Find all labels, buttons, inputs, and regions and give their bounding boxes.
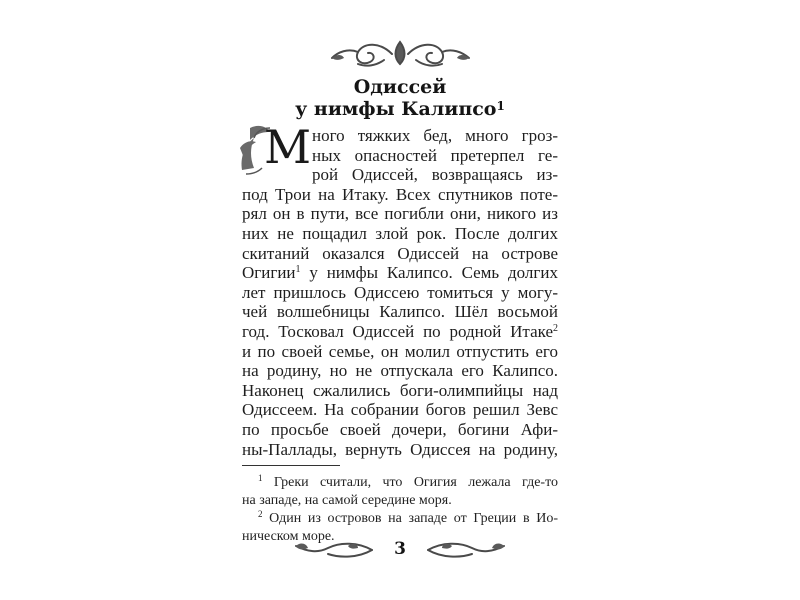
footnote-ref: 2 <box>553 323 558 334</box>
footnote-1-line-2: на западе, на самой середине моря. <box>242 493 452 508</box>
body-line: и по своей семье, он молил отпустить его <box>242 341 558 361</box>
footnote-1-line-1 <box>258 474 558 492</box>
body-line: Наконец сжалились боги-олимпийцы над <box>242 380 558 400</box>
chapter-title-line-1: Одиссей <box>353 76 447 98</box>
body-line: на родину, но не отпускала его Калипсо. <box>242 361 558 381</box>
body-text: год. Тосковал Одиссей по родной Итаке <box>242 322 553 341</box>
body-line: под Трои на Итаку. Всех спутников поте- <box>242 184 558 204</box>
body-line: них не пощадил злой рок. После долгих <box>242 224 558 243</box>
drop-cap-letter: М <box>264 120 312 174</box>
chapter-title-text: у нимфы Калипсо <box>295 98 497 120</box>
body-line: скитаний оказался Одиссей на острове <box>242 243 558 263</box>
chapter-title-line-2 <box>0 98 800 120</box>
top-ornament-icon <box>328 36 473 70</box>
body-line <box>242 322 558 342</box>
footnote-2-mark: 2 <box>258 509 263 519</box>
body-line: рой Одиссей, возвращаясь из- <box>312 165 558 185</box>
body-line: лет пришлось Одиссею томиться у могу- <box>242 282 558 302</box>
body-line: рял он в пути, все погибли они, никого из <box>242 204 558 224</box>
footnote-2-line-2: ническом море. <box>242 529 335 544</box>
page-number: 3 <box>394 539 406 559</box>
footnote-ref: 1 <box>295 264 301 276</box>
footnote-text: Греки считали, что Огигия лежала где-то <box>262 475 558 490</box>
title-footnote-mark: 1 <box>496 99 505 113</box>
body-line <box>242 263 558 283</box>
drop-cap <box>236 118 312 178</box>
body-line: ного тяжких бед, много гроз- <box>312 126 558 145</box>
body-line: по просьбе своей дочери, богини Афи- <box>242 420 558 439</box>
body-text: у нимфы Калипсо. Семь долгих <box>300 263 558 283</box>
footnote-text: Один из островов на западе от Греции в Ио- <box>262 511 558 526</box>
body-line: Одиссеем. На собрании богов решил Зевс <box>242 400 558 420</box>
footnote-2-line-1 <box>258 510 558 528</box>
body-line: ны-Паллады, вернуть Одиссея на родину, <box>242 439 558 459</box>
body-text: Огигии <box>242 263 296 283</box>
body-line: чей волшебницы Калипсо. Шёл восьмой <box>242 302 558 322</box>
footnote-divider <box>242 465 340 466</box>
body-line: ных опасностей претерпел ге- <box>312 145 558 165</box>
footnote-1-mark: 1 <box>258 473 263 483</box>
